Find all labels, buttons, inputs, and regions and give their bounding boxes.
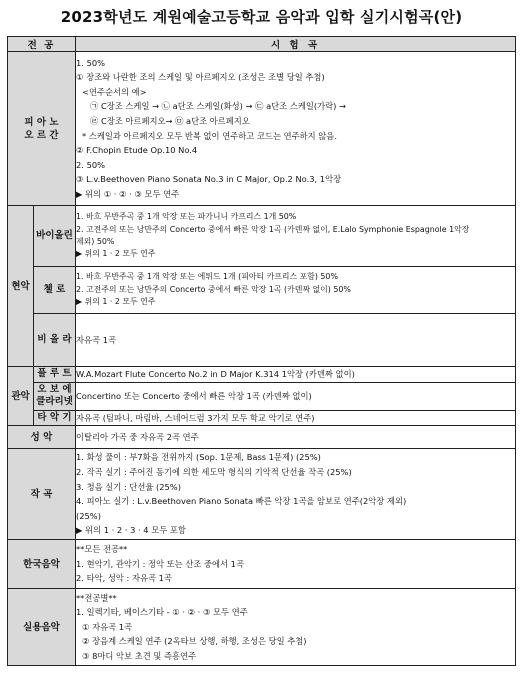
violin-pieces xyxy=(76,206,516,267)
piano-label-2: 오 르 간 xyxy=(24,129,59,141)
voice-pieces: 이탈리아 가곡 중 자유곡 2곡 연주 xyxy=(76,426,516,449)
violin-line: ▶ 위의 1 · 2 모두 연주 xyxy=(76,249,156,259)
applied-music-pieces xyxy=(76,589,516,666)
flute-pieces: W.A.Mozart Flute Concerto No.2 in D Major K.314 1악장 (카덴짜 없이) xyxy=(76,367,516,383)
exam-table xyxy=(7,36,516,666)
violin-line: 2. 고전주의 또는 낭만주의 Concerto 중에서 빠른 악장 1곡 (카덴짜 없이, E.Lalo Symphonie Espagnole 1악장 xyxy=(76,224,470,234)
voice-label: 성 악 xyxy=(8,426,76,449)
header-pieces xyxy=(76,37,516,52)
korean-line: **모든 전공** xyxy=(76,544,128,555)
violin-row xyxy=(8,206,516,267)
composition-line: 1. 화성 풀이 : 부7화음 전위까지 (Sop. 1문제, Bass 1문제) (25%) xyxy=(76,452,321,463)
table-header-row xyxy=(8,37,516,52)
strings-group-label: 현악 xyxy=(8,206,34,367)
oboe-label: 오 보 에 xyxy=(37,384,72,396)
piano-line: ▶ 위의 ① · ② · ③ 모두 연주 xyxy=(76,188,180,199)
piano-label-cell xyxy=(8,52,76,206)
composition-row xyxy=(8,449,516,540)
bass-row xyxy=(8,314,516,367)
violin-label: 바이올린 xyxy=(34,206,76,267)
piano-line: ③ L.v.Beethoven Piano Sonata No.3 in C Major, Op.2 No.3, 1악장 xyxy=(76,174,342,185)
composition-pieces xyxy=(76,449,516,540)
flute-label: 플 루 트 xyxy=(34,367,76,383)
piano-line: ① 장조와 나란한 조의 스케일 및 아르페지오 (조성은 조별 당일 추첨) xyxy=(76,72,325,83)
percussion-row xyxy=(8,410,516,426)
composition-line: (25%) xyxy=(76,510,101,521)
percussion-label: 타 악 기 xyxy=(34,410,76,426)
header-major: 전 공 xyxy=(8,37,76,52)
oboe-clarinet-row xyxy=(8,382,516,410)
clarinet-label: 클라리넷 xyxy=(36,396,73,408)
composition-line: ▶ 위의 1 · 2 · 3 · 4 모두 포함 xyxy=(76,525,186,536)
voice-row xyxy=(8,426,516,449)
winds-group-label: 관악 xyxy=(8,367,34,426)
korean-music-label: 한국음악 xyxy=(8,540,76,589)
violin-line: 제외) 50% xyxy=(76,237,115,246)
flute-row xyxy=(8,367,516,383)
composition-label: 작 곡 xyxy=(8,449,76,540)
composition-line: 3. 청음 실기 : 단선율 (25%) xyxy=(76,481,181,492)
korean-music-pieces xyxy=(76,540,516,589)
cello-line: 1. 바흐 무반주곡 중 1개 악장 또는 에튀드 1개 (피아티 카프리스 포함) 50% xyxy=(76,272,338,282)
cello-line: ▶ 위의 1 · 2 모두 연주 xyxy=(76,297,156,307)
applied-line: ② 장음계 스케일 연주 (2옥타브 상행, 하행, 조성은 당일 추첨) xyxy=(82,636,307,647)
applied-music-row xyxy=(8,589,516,666)
cello-line: 2. 고전주의 또는 낭만주의 Concerto 중에서 빠른 악장 1곡 (카덴짜 없이) 50% xyxy=(76,284,351,294)
composition-line: 2. 작곡 실기 : 주어진 동기에 의한 세도막 형식의 기악적 단선율 작곡 (25%) xyxy=(76,467,352,477)
piano-line: 2. 50% xyxy=(76,159,106,170)
piano-line: ㉠ C장조 스케일 → ㉡ a단조 스케일(화성) → ㉢ a단조 스케일(가락) → xyxy=(90,101,346,112)
cello-pieces xyxy=(76,267,516,314)
applied-line: ① 자유곡 1곡 xyxy=(82,621,133,632)
violin-line: 1. 바흐 무반주곡 중 1개 악장 또는 파가니니 카프리스 1개 50% xyxy=(76,212,297,222)
cello-label: 첼 로 xyxy=(34,267,76,314)
korean-line: 2. 타악, 성악 : 자유곡 1곡 xyxy=(76,573,172,584)
page-title: 2023학년도 계원예술고등학교 음악과 입학 실기시험곡(안) xyxy=(60,8,463,26)
bass-pieces: 자유곡 1곡 xyxy=(76,314,516,367)
piano-line: * 스케일과 아르페지오 모두 반복 없이 연주하고 코드는 연주하지 않음. xyxy=(82,130,337,141)
korean-music-row xyxy=(8,540,516,589)
composition-line: 4. 피아노 실기 : L.v.Beethoven Piano Sonata 빠른 악장 1곡을 암보로 연주(2악장 제외) xyxy=(76,496,407,507)
piano-line: ② F.Chopin Etude Op.10 No.4 xyxy=(76,145,198,156)
oboe-clarinet-label xyxy=(34,382,76,410)
header-pieces-label: 시 험 곡 xyxy=(270,40,321,51)
applied-line: 1. 일렉기타, 베이스기타 - ① · ② · ③ 모두 연주 xyxy=(76,607,248,618)
applied-line: ③ 8마디 악보 초견 및 즉흥연주 xyxy=(82,651,197,662)
piano-pieces xyxy=(76,52,516,206)
bass-label: 비 올 라 xyxy=(34,314,76,367)
percussion-pieces: 자유곡 (팀파니, 마림바, 스네어드럼 3가지 모두 학교 악기로 연주) xyxy=(76,410,516,426)
piano-line: ㉣ C장조 아르페지오→ ㉤ a단조 아르페지오 xyxy=(90,115,250,126)
cello-row xyxy=(8,267,516,314)
piano-line: <연주순서의 예> xyxy=(82,86,147,97)
korean-line: 1. 현악기, 관악기 : 정악 또는 산조 중에서 1곡 xyxy=(76,558,244,569)
oboe-clarinet-pieces: Concertino 또는 Concerto 중에서 빠른 악장 1곡 (카덴짜 없이) xyxy=(76,382,516,410)
piano-label-1: 피 아 노 xyxy=(24,116,59,128)
piano-line: 1. 50% xyxy=(76,57,106,68)
applied-music-label: 실용음악 xyxy=(8,589,76,666)
applied-line: **전공별** xyxy=(76,592,117,603)
piano-row xyxy=(8,52,516,206)
